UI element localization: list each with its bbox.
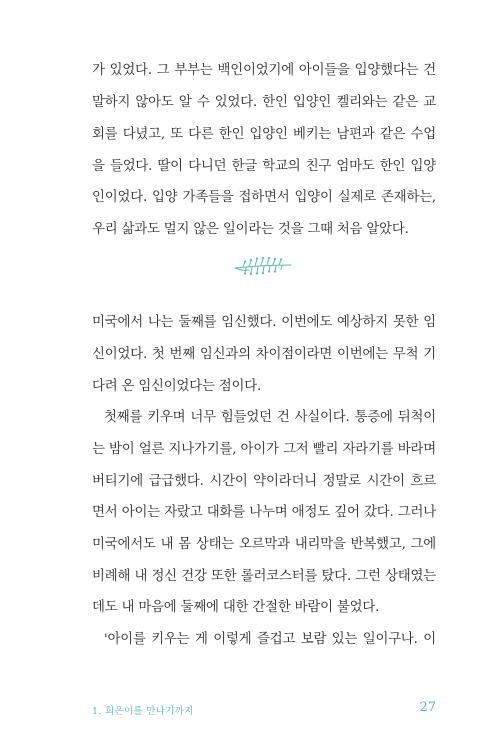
text-line: 첫째를 키우며 너무 힘들었던 건 사실이다. 통증에 뒤척이 — [104, 410, 436, 425]
page-number: 27 — [419, 700, 436, 715]
text-line: 가 있었다. 그 부부는 백인이었기에 아이들을 입양했다는 건 — [92, 63, 436, 78]
text-line: 데도 내 마음에 둘째에 대한 간절한 바람이 불었다. — [92, 600, 380, 615]
text-line: 인이었다. 입양 가족들을 접하면서 입양이 실제로 존재하는, — [92, 190, 436, 205]
text-line: 미국에서도 내 몸 상태는 오르막과 내리막을 반복했고, 그에 — [92, 537, 436, 552]
text-line: '아이를 키우는 게 이렇게 즐겁고 보람 있는 일이구나. 이 — [104, 632, 436, 647]
leaf-vine-ornament-icon — [233, 254, 293, 280]
text-line: 을 들었다. 딸이 다니던 한글 학교의 친구 엄마도 한인 입양 — [92, 159, 436, 174]
text-line: 회를 다녔고, 또 다른 한인 입양인 베키는 남편과 같은 수업 — [92, 127, 436, 142]
text-line: 신이었다. 첫 번째 임신과의 차이점이라면 이번에는 무척 기 — [92, 347, 436, 362]
text-line: 는 밤이 얼른 지나가기를, 아이가 그저 빨리 자라기를 바라며 — [92, 442, 436, 457]
text-line: 미국에서 나는 둘째를 임신했다. 이번에도 예상하지 못한 임 — [92, 315, 436, 330]
text-line: 말하지 않아도 알 수 있었다. 한인 입양인 켈리와는 같은 교 — [92, 95, 436, 110]
text-line: 비례해 내 정신 건강 또한 롤러코스터를 탔다. 그런 상태였는 — [92, 569, 436, 584]
text-line: 면서 아이는 자랐고 대화를 나누며 애정도 깊어 갔다. 그러나 — [92, 505, 436, 520]
text-line: 우리 삶과도 멀지 않은 일이라는 것을 그때 처음 알았다. — [92, 222, 409, 237]
text-line: 버티기에 급급했다. 시간이 약이라더니 정말로 시간이 흐르 — [92, 474, 436, 489]
running-footer-chapter: 1. 희은이를 만나기까지 — [92, 706, 194, 717]
text-line: 다려 온 임신이었다는 점이다. — [92, 379, 262, 394]
